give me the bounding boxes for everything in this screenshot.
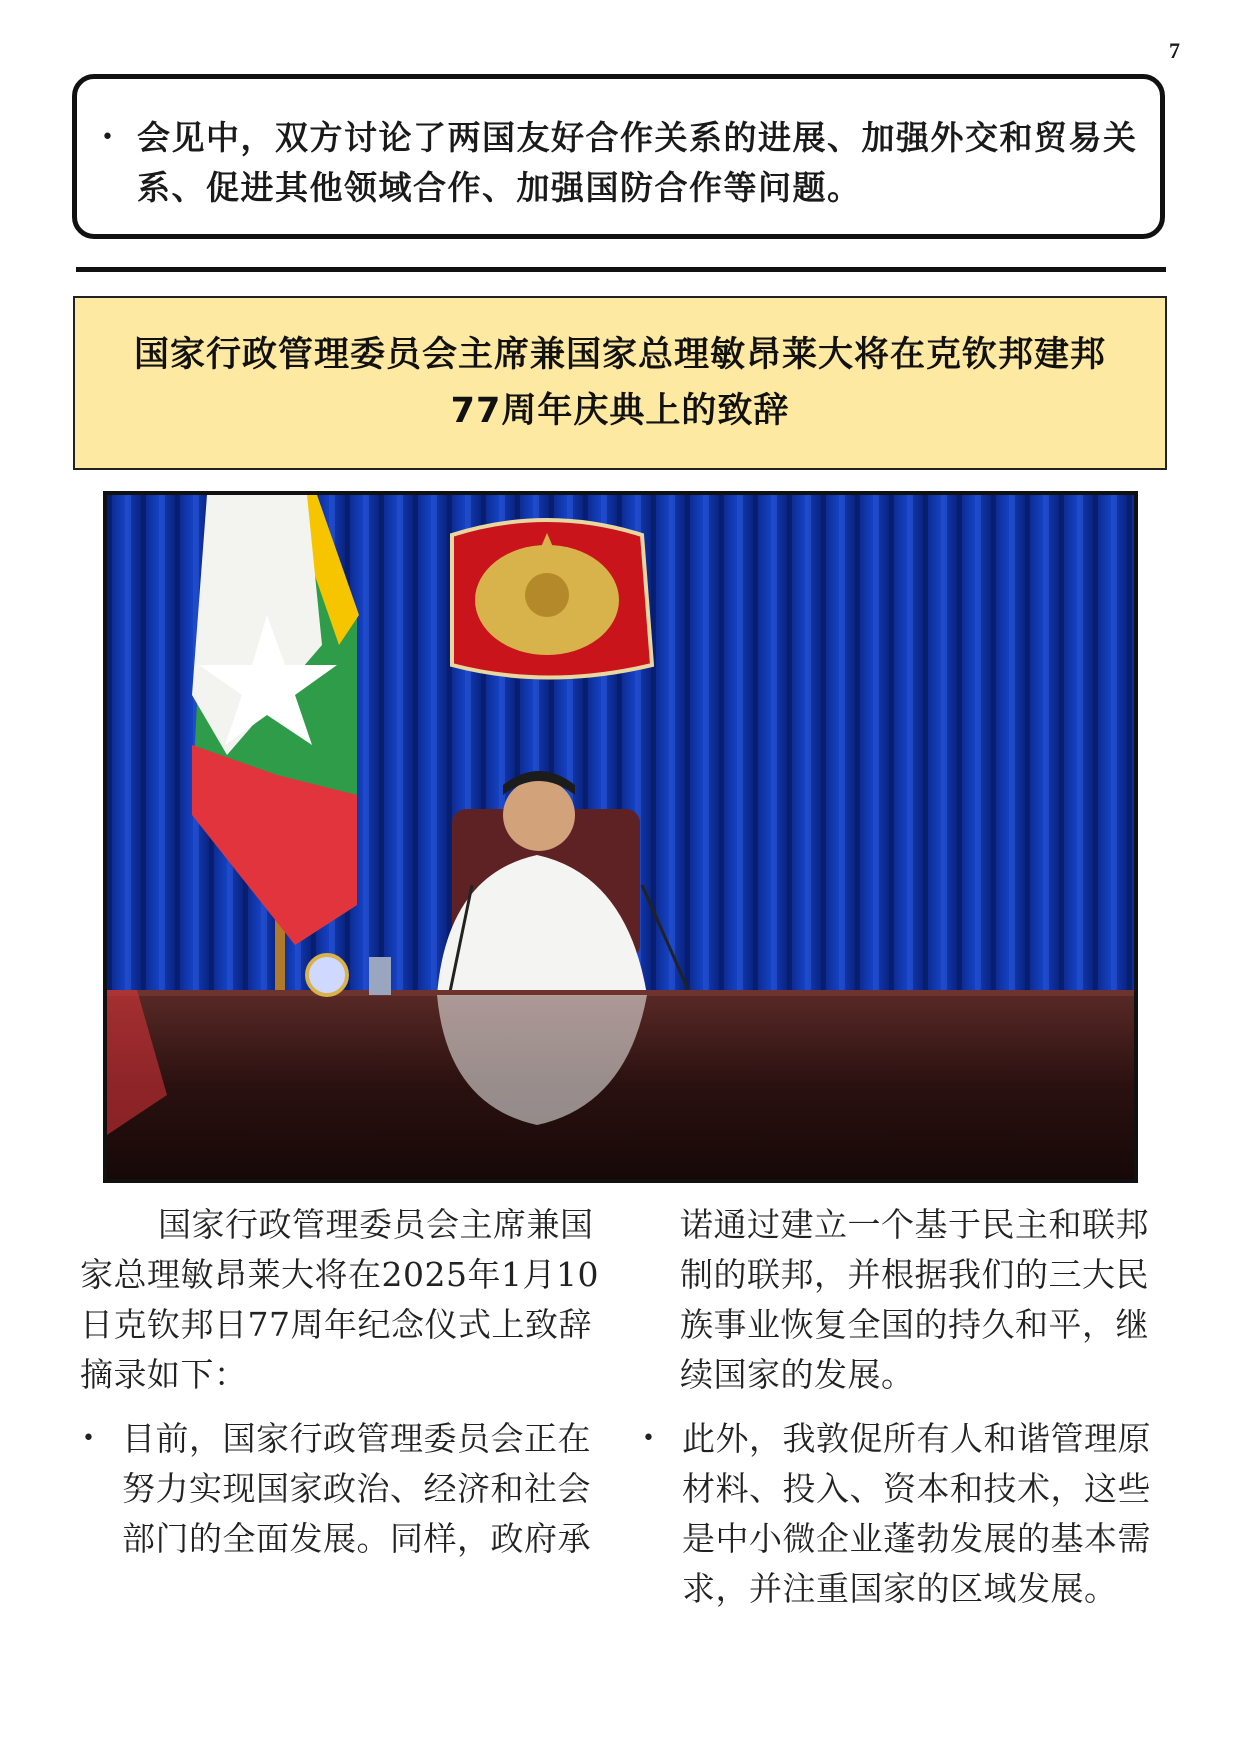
list-item [640,1414,1170,1614]
page-number: 7 [1169,38,1180,63]
article-photo [103,491,1138,1183]
article-continuation: 诺通过建立一个基于民主和联邦制的联邦，并根据我们的三大民族事业恢复全国的持久和平，继续国家的发展。 [680,1205,1149,1394]
headline-banner [73,296,1167,470]
horizontal-divider [76,267,1166,272]
article-column-right [640,1200,1170,1614]
desk-clock [307,955,347,995]
state-emblem-icon [452,520,652,678]
list-item [80,1414,600,1564]
article-intro: 国家行政管理委员会主席兼国家总理敏昂莱大将在2025年1月10日克钦邦日77周年纪念仪式上致辞摘录如下： [80,1205,599,1394]
article-column-left [80,1200,600,1564]
photo-illustration [107,495,1134,1179]
summary-box [72,74,1165,239]
list-item-text: 此外，我敦促所有人和谐管理原材料、投入、资本和技术，这些是中小微企业蓬勃发展的基本需求，并注重国家的区域发展。 [682,1419,1151,1608]
summary-item [95,113,1144,213]
headline-title: 国家行政管理委员会主席兼国家总理敏昂莱大将在克钦邦建邦77周年庆典上的致辞 [133,335,1106,431]
bullet-icon: • [82,1426,95,1451]
bullet-icon: • [101,125,114,150]
summary-text: 会见中，双方讨论了两国友好合作关系的进展、加强外交和贸易关系、促进其他领域合作、加强国防合作等问题。 [137,118,1138,207]
list-item-text: 目前，国家行政管理委员会正在努力实现国家政治、经济和社会部门的全面发展。同样，政府承 [122,1419,591,1558]
pen-holder [369,957,391,995]
bullet-icon: • [642,1426,655,1451]
